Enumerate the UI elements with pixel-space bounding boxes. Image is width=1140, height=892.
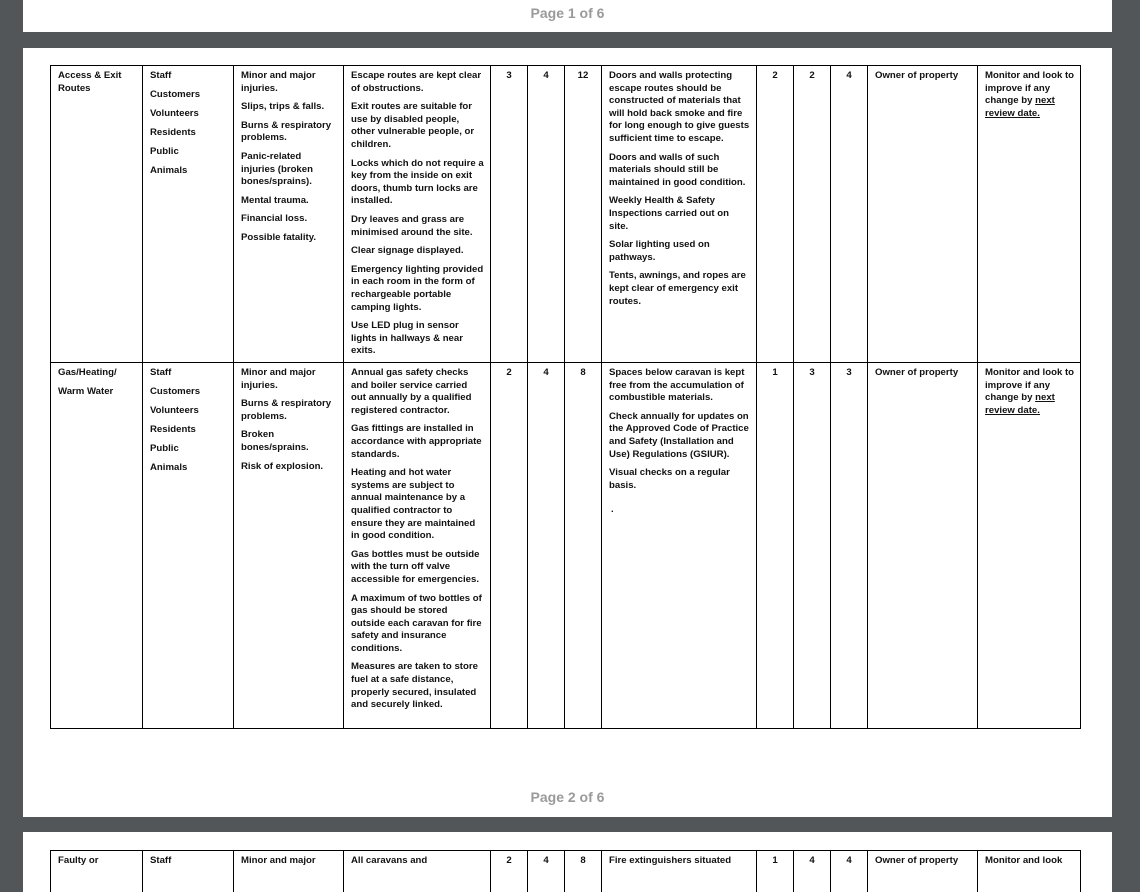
control-item: Dry leaves and grass are minimised around the site.	[351, 214, 484, 239]
responsible-person-cell: Owner of property	[868, 66, 978, 363]
hazard-cell: Faulty or	[51, 851, 143, 892]
who-item: Public	[150, 146, 227, 159]
action-item: Solar lighting used on pathways.	[609, 239, 750, 264]
action-item: Visual checks on a regular basis.	[609, 467, 750, 492]
residual-risk-cell: 4	[831, 66, 868, 363]
risk-rating-cell: 8	[565, 363, 602, 729]
control-item: Escape routes are kept clear of obstructions.	[351, 70, 484, 95]
residual-risk-cell: 3	[831, 363, 868, 729]
table-row	[51, 363, 1081, 729]
pdf-page-1	[23, 0, 1112, 32]
control-item: Emergency lighting provided in each room in the form of rechargeable portable camping lights.	[351, 264, 484, 314]
who-at-risk-cell	[143, 363, 234, 729]
further-action-cell	[602, 363, 757, 729]
residual-severity-cell: 4	[794, 851, 831, 892]
control-item: Locks which do not require a key from the inside on exit doors, thumb turn locks are installed.	[351, 158, 484, 208]
action-item: Doors and walls of such materials should still be maintained in good condition.	[609, 152, 750, 190]
review-cell: Monitor and look	[978, 851, 1081, 892]
control-item: Heating and hot water systems are subject to annual maintenance by a qualified contractor to ensure they are maintained in good condition.	[351, 467, 484, 543]
review-text: Monitor and look to improve if any change by	[985, 367, 1074, 403]
existing-controls-cell	[344, 363, 491, 729]
who-item: Customers	[150, 89, 227, 102]
who-item: Animals	[150, 462, 227, 475]
control-item: Gas fittings are installed in accordance with appropriate standards.	[351, 423, 484, 461]
residual-likelihood-cell: 1	[757, 363, 794, 729]
risk-assessment-table	[50, 65, 1081, 729]
responsible-person-cell: Owner of property	[868, 363, 978, 729]
action-item: Doors and walls protecting escape routes should be constructed of materials that will hold back smoke and fire for long enough to give guests sufficient time to escape.	[609, 70, 750, 146]
hazard-cell: Access & Exit Routes	[51, 66, 143, 363]
action-item: Weekly Health & Safety Inspections carried out on site.	[609, 195, 750, 233]
who-item: Residents	[150, 424, 227, 437]
who-item: Public	[150, 443, 227, 456]
harm-item: Risk of explosion.	[241, 461, 337, 474]
severity-cell: 4	[528, 851, 565, 892]
residual-risk-cell: 4	[831, 851, 868, 892]
harm-item: Slips, trips & falls.	[241, 101, 337, 114]
residual-likelihood-cell: 2	[757, 66, 794, 363]
who-item: Staff	[150, 367, 227, 380]
who-item: Staff	[150, 70, 227, 83]
harm-item: Burns & respiratory problems.	[241, 120, 337, 145]
review-date-link[interactable]: next review date.	[985, 392, 1055, 416]
who-item: Volunteers	[150, 405, 227, 418]
responsible-person-cell: Owner of property	[868, 851, 978, 892]
further-action-cell	[602, 66, 757, 363]
severity-cell: 4	[528, 363, 565, 729]
hazard-cell	[51, 363, 143, 729]
control-item: Measures are taken to store fuel at a safe distance, properly secured, insulated and securely linked.	[351, 661, 484, 711]
harm-item: Financial loss.	[241, 213, 337, 226]
who-item: Animals	[150, 165, 227, 178]
who-item: Residents	[150, 127, 227, 140]
who-at-risk-cell: Staff	[143, 851, 234, 892]
control-item: Exit routes are suitable for use by disabled people, other vulnerable people, or children.	[351, 101, 484, 151]
hazard-line: Gas/Heating/	[58, 367, 136, 380]
action-item: Tents, awnings, and ropes are kept clear of emergency exit routes.	[609, 270, 750, 308]
control-item: Gas bottles must be outside with the turn off valve accessible for emergencies.	[351, 549, 484, 587]
pdf-page-3	[23, 832, 1112, 892]
risk-rating-cell: 12	[565, 66, 602, 363]
action-item: Check annually for updates on the Approved Code of Practice and Safety (Installation and Use) Regulations (GSIUR).	[609, 411, 750, 461]
review-text: Monitor and look to improve if any change by	[985, 70, 1074, 106]
potential-harm-cell: Minor and major	[234, 851, 344, 892]
harm-item: Panic-related injuries (broken bones/sprains).	[241, 151, 337, 189]
potential-harm-cell	[234, 66, 344, 363]
who-item: Volunteers	[150, 108, 227, 121]
likelihood-cell: 2	[491, 363, 528, 729]
page-number-footer: Page 2 of 6	[23, 789, 1112, 805]
existing-controls-cell	[344, 66, 491, 363]
residual-severity-cell: 2	[794, 66, 831, 363]
harm-item: Broken bones/sprains.	[241, 429, 337, 454]
control-item: A maximum of two bottles of gas should be stored outside each caravan for fire safety and insurance conditions.	[351, 593, 484, 656]
table-row	[51, 851, 1081, 892]
control-item: Annual gas safety checks and boiler service carried out annually by a qualified registered contractor.	[351, 367, 484, 417]
further-action-cell: Fire extinguishers situated	[602, 851, 757, 892]
review-cell	[978, 363, 1081, 729]
control-item: Use LED plug in sensor lights in hallways & near exits.	[351, 320, 484, 358]
harm-item: Minor and major injuries.	[241, 367, 337, 392]
review-cell	[978, 66, 1081, 363]
residual-severity-cell: 3	[794, 363, 831, 729]
existing-controls-cell: All caravans and	[344, 851, 491, 892]
harm-item: Possible fatality.	[241, 232, 337, 245]
harm-item: Burns & respiratory problems.	[241, 398, 337, 423]
likelihood-cell: 2	[491, 851, 528, 892]
risk-rating-cell: 8	[565, 851, 602, 892]
table-row	[51, 66, 1081, 363]
who-at-risk-cell	[143, 66, 234, 363]
action-item: Spaces below caravan is kept free from the accumulation of combustible materials.	[609, 367, 750, 405]
severity-cell: 4	[528, 66, 565, 363]
harm-item: Minor and major injuries.	[241, 70, 337, 95]
pdf-page-2	[23, 48, 1112, 817]
risk-assessment-table	[50, 850, 1081, 892]
residual-likelihood-cell: 1	[757, 851, 794, 892]
likelihood-cell: 3	[491, 66, 528, 363]
page-number-footer: Page 1 of 6	[23, 5, 1112, 21]
hazard-line: Warm Water	[58, 386, 136, 399]
review-date-link[interactable]: next review date.	[985, 95, 1055, 119]
stray-period: .	[609, 504, 750, 517]
control-item: Clear signage displayed.	[351, 245, 484, 258]
potential-harm-cell	[234, 363, 344, 729]
harm-item: Mental trauma.	[241, 195, 337, 208]
who-item: Customers	[150, 386, 227, 399]
